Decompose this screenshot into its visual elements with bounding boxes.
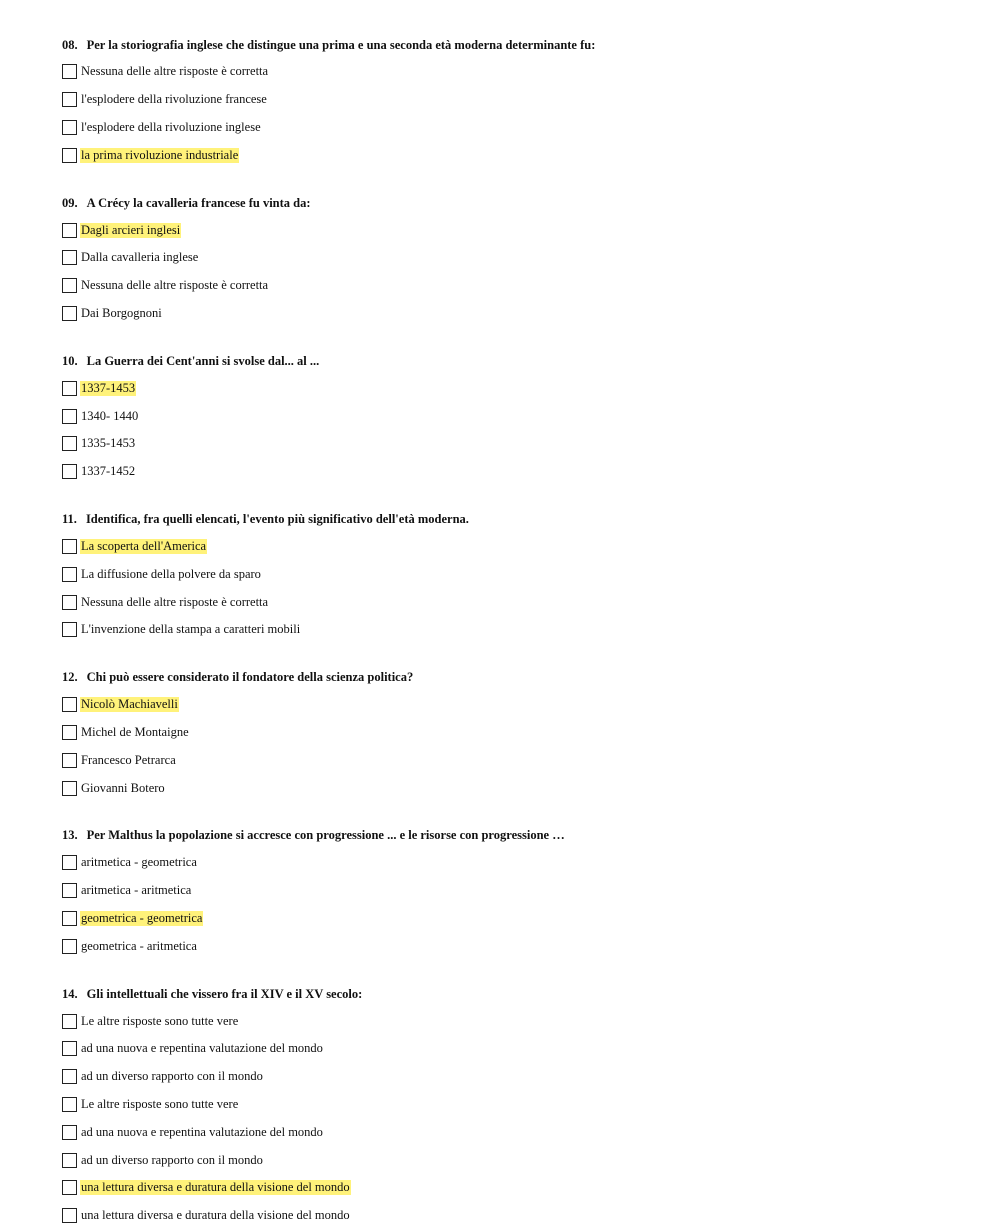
answer-option[interactable]: [62, 1091, 962, 1119]
answer-option[interactable]: [62, 849, 962, 877]
answer-checkbox[interactable]: [62, 250, 77, 265]
answer-option-highlighted[interactable]: [62, 533, 962, 561]
answer-option[interactable]: [62, 1007, 962, 1035]
answer-option[interactable]: [62, 616, 962, 644]
question-number: 13.: [62, 828, 78, 843]
answer-option[interactable]: [62, 560, 962, 588]
question-title: [62, 507, 962, 533]
question-number: 10.: [62, 353, 78, 368]
answer-checkbox[interactable]: [62, 381, 77, 396]
answer-option[interactable]: [62, 1118, 962, 1146]
answer-label: La scoperta dell'America: [81, 538, 207, 553]
answer-option[interactable]: [62, 746, 962, 774]
answer-checkbox[interactable]: [62, 883, 77, 898]
answer-checkbox[interactable]: [62, 595, 77, 610]
answer-label: 1337-1453: [81, 380, 136, 395]
question-title: [62, 823, 962, 849]
question-number: 08.: [62, 37, 78, 52]
answer-label: geometrica - geometrica: [81, 910, 203, 925]
question-block: [62, 981, 962, 1229]
answer-label: ad una nuova e repentina valutazione del mondo: [81, 1041, 323, 1056]
answer-checkbox[interactable]: [62, 1041, 77, 1056]
question-number: 11.: [62, 512, 77, 527]
answer-checkbox[interactable]: [62, 567, 77, 582]
answer-option[interactable]: [62, 877, 962, 905]
answer-option-highlighted[interactable]: [62, 1174, 962, 1202]
answer-option[interactable]: [62, 588, 962, 616]
answer-checkbox[interactable]: [62, 306, 77, 321]
answer-checkbox[interactable]: [62, 539, 77, 554]
answer-checkbox[interactable]: [62, 622, 77, 637]
answer-label: l'esplodere della rivoluzione francese: [81, 92, 267, 107]
answer-checkbox[interactable]: [62, 120, 77, 135]
answer-option[interactable]: [62, 86, 962, 114]
question-text: La Guerra dei Cent'anni si svolse dal... al ...: [86, 353, 320, 368]
question-block: [62, 823, 962, 960]
question-title: [62, 665, 962, 691]
answer-option[interactable]: [62, 58, 962, 86]
answer-label: aritmetica - geometrica: [81, 855, 197, 870]
answer-checkbox[interactable]: [62, 855, 77, 870]
question-block: [62, 665, 962, 802]
answer-option[interactable]: [62, 272, 962, 300]
answer-option[interactable]: [62, 402, 962, 430]
answer-label: una lettura diversa e duratura della visione del mondo: [81, 1180, 350, 1195]
answer-checkbox[interactable]: [62, 64, 77, 79]
answer-option[interactable]: [62, 774, 962, 802]
answer-checkbox[interactable]: [62, 223, 77, 238]
answer-checkbox[interactable]: [62, 1153, 77, 1168]
question-block: [62, 507, 962, 644]
answer-option[interactable]: [62, 1063, 962, 1091]
answer-label: Dagli arcieri inglesi: [81, 222, 181, 237]
question-text: Identifica, fra quelli elencati, l'evento più significativo dell'età moderna.: [85, 512, 469, 527]
answer-checkbox[interactable]: [62, 939, 77, 954]
answer-checkbox[interactable]: [62, 1125, 77, 1140]
question-block: [62, 190, 962, 327]
answer-label: 1340- 1440: [81, 408, 139, 423]
answer-label: Nessuna delle altre risposte è corretta: [81, 64, 269, 79]
answer-option-highlighted[interactable]: [62, 691, 962, 719]
question-text: Per Malthus la popolazione si accresce con progressione ... e le risorse con progressione …: [86, 828, 565, 843]
answer-checkbox[interactable]: [62, 1208, 77, 1223]
answer-checkbox[interactable]: [62, 1069, 77, 1084]
answer-option[interactable]: [62, 300, 962, 328]
question-number: 09.: [62, 195, 78, 210]
question-number: 12.: [62, 670, 78, 685]
question-title: [62, 190, 962, 216]
answer-option-highlighted[interactable]: [62, 216, 962, 244]
answer-label: Nessuna delle altre risposte è corretta: [81, 278, 269, 293]
answer-checkbox[interactable]: [62, 1014, 77, 1029]
question-block: [62, 348, 962, 485]
question-number: 14.: [62, 986, 78, 1001]
answer-label: ad un diverso rapporto con il mondo: [81, 1069, 263, 1084]
question-block: [62, 32, 962, 169]
answer-option-highlighted[interactable]: [62, 905, 962, 933]
answer-label: una lettura diversa e duratura della visione del mondo: [81, 1208, 350, 1223]
answer-label: Francesco Petrarca: [81, 752, 176, 767]
answer-label: ad una nuova e repentina valutazione del mondo: [81, 1124, 323, 1139]
answer-checkbox[interactable]: [62, 753, 77, 768]
answer-label: Dalla cavalleria inglese: [81, 250, 199, 265]
answer-label: geometrica - aritmetica: [81, 938, 197, 953]
question-text: Per la storiografia inglese che distingue una prima e una seconda età moderna determinante fu:: [86, 37, 596, 52]
answer-option[interactable]: [62, 1202, 962, 1230]
answer-option-highlighted[interactable]: [62, 141, 962, 169]
answer-label: Nessuna delle altre risposte è corretta: [81, 594, 269, 609]
question-title: [62, 981, 962, 1007]
question-text: A Crécy la cavalleria francese fu vinta da:: [86, 195, 311, 210]
answer-checkbox[interactable]: [62, 911, 77, 926]
answer-checkbox[interactable]: [62, 1180, 77, 1195]
question-title: [62, 32, 962, 58]
quiz-document: [62, 32, 962, 1230]
answer-label: Le altre risposte sono tutte vere: [81, 1013, 239, 1028]
question-text: Chi può essere considerato il fondatore della scienza politica?: [86, 670, 414, 685]
question-text: Gli intellettuali che vissero fra il XIV e il XV secolo:: [86, 986, 363, 1001]
answer-checkbox[interactable]: [62, 92, 77, 107]
answer-checkbox[interactable]: [62, 148, 77, 163]
answer-option[interactable]: [62, 458, 962, 486]
answer-label: aritmetica - aritmetica: [81, 883, 192, 898]
answer-option[interactable]: [62, 430, 962, 458]
answer-checkbox[interactable]: [62, 781, 77, 796]
answer-label: la prima rivoluzione industriale: [81, 147, 239, 162]
answer-option[interactable]: [62, 114, 962, 142]
answer-label: Michel de Montaigne: [81, 724, 189, 739]
answer-label: 1335-1453: [81, 436, 136, 451]
answer-label: Nicolò Machiavelli: [81, 697, 178, 712]
question-title: [62, 348, 962, 374]
answer-option[interactable]: [62, 244, 962, 272]
answer-option[interactable]: [62, 932, 962, 960]
answer-checkbox[interactable]: [62, 278, 77, 293]
answer-label: ad un diverso rapporto con il mondo: [81, 1152, 263, 1167]
answer-label: Giovanni Botero: [81, 780, 165, 795]
answer-checkbox[interactable]: [62, 697, 77, 712]
answer-checkbox[interactable]: [62, 464, 77, 479]
answer-option[interactable]: [62, 1035, 962, 1063]
answer-checkbox[interactable]: [62, 436, 77, 451]
answer-label: 1337-1452: [81, 464, 136, 479]
answer-checkbox[interactable]: [62, 409, 77, 424]
answer-label: Le altre risposte sono tutte vere: [81, 1096, 239, 1111]
answer-label: L'invenzione della stampa a caratteri mobili: [81, 622, 301, 637]
answer-checkbox[interactable]: [62, 725, 77, 740]
answer-label: La diffusione della polvere da sparo: [81, 566, 261, 581]
answer-option[interactable]: [62, 719, 962, 747]
answer-label: Dai Borgognoni: [81, 305, 162, 320]
answer-label: l'esplodere della rivoluzione inglese: [81, 119, 261, 134]
answer-checkbox[interactable]: [62, 1097, 77, 1112]
answer-option-highlighted[interactable]: [62, 374, 962, 402]
answer-option[interactable]: [62, 1146, 962, 1174]
